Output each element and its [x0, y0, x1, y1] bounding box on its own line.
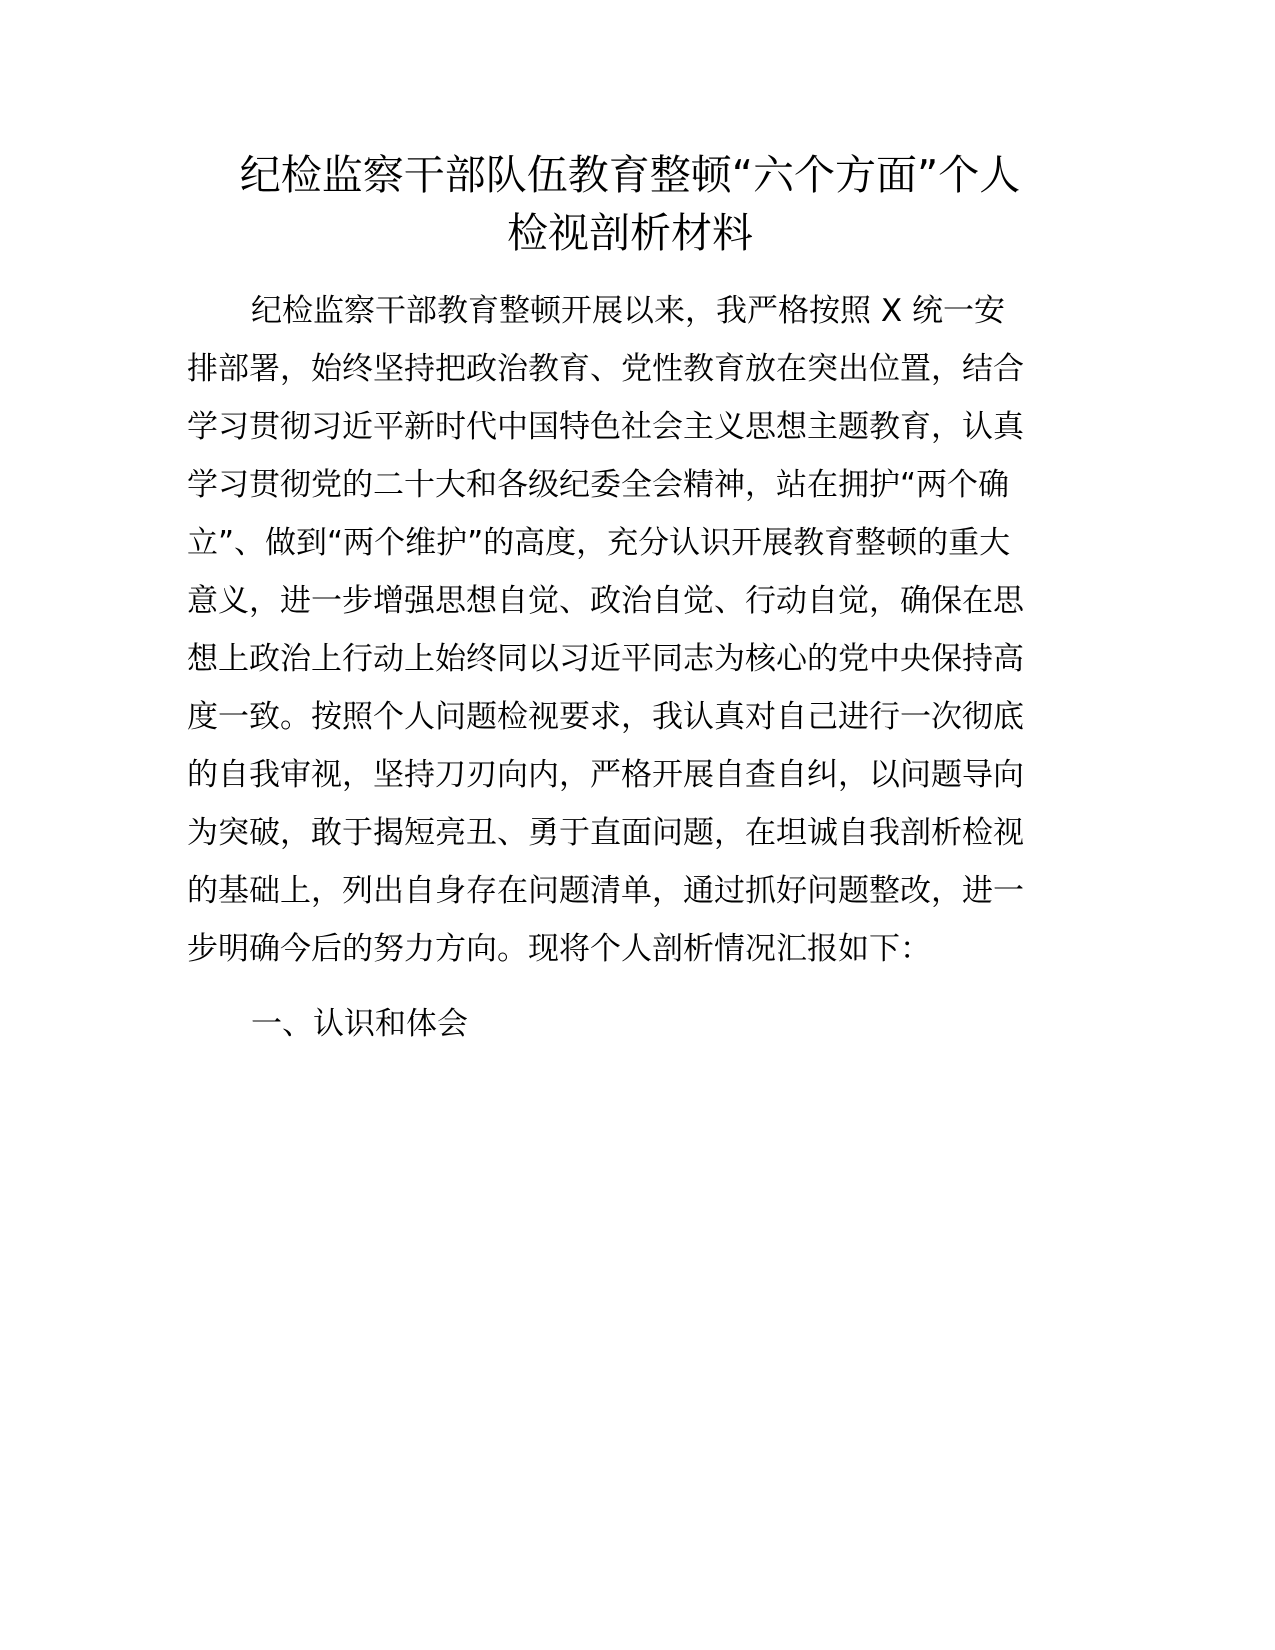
paragraph-line: 纪检监察干部教育整顿开展以来，我严格按照 X 统一安 — [251, 293, 1005, 329]
paragraph-line: 排部署，始终坚持把政治教育、党性教育放在突出位置，结合 — [187, 351, 1024, 387]
section-heading: 一、认识和体会 — [251, 1006, 468, 1042]
paragraph-line: 度一致。按照个人问题检视要求，我认真对自己进行一次彻底 — [187, 699, 1024, 735]
document-body — [187, 282, 1087, 1053]
paragraph-line: 立”、做到“两个维护”的高度，充分认识开展教育整顿的重大 — [187, 525, 1011, 561]
paragraph-line: 学习贯彻习近平新时代中国特色社会主义思想主题教育，认真 — [187, 409, 1024, 445]
paragraph-line: 步明确今后的努力方向。现将个人剖析情况汇报如下： — [187, 931, 931, 967]
paragraph-line: 意义，进一步增强思想自觉、政治自觉、行动自觉，确保在思 — [187, 583, 1024, 619]
document-title — [160, 146, 1100, 262]
paragraph-line: 学习贯彻党的二十大和各级纪委全会精神，站在拥护“两个确 — [187, 467, 1010, 503]
paragraph-line: 想上政治上行动上始终同以习近平同志为核心的党中央保持高 — [187, 641, 1024, 677]
paragraph-line: 的基础上，列出自身存在问题清单，通过抓好问题整改，进一 — [187, 873, 1024, 909]
title-line-1: 纪检监察干部队伍教育整顿“六个方面”个人 — [239, 151, 1021, 199]
paragraph-line: 的自我审视，坚持刀刃向内，严格开展自查自纠，以问题导向 — [187, 757, 1024, 793]
paragraph-line: 为突破，敢于揭短亮丑、勇于直面问题，在坦诚自我剖析检视 — [187, 815, 1024, 851]
title-line-2: 检视剖析材料 — [507, 209, 753, 257]
